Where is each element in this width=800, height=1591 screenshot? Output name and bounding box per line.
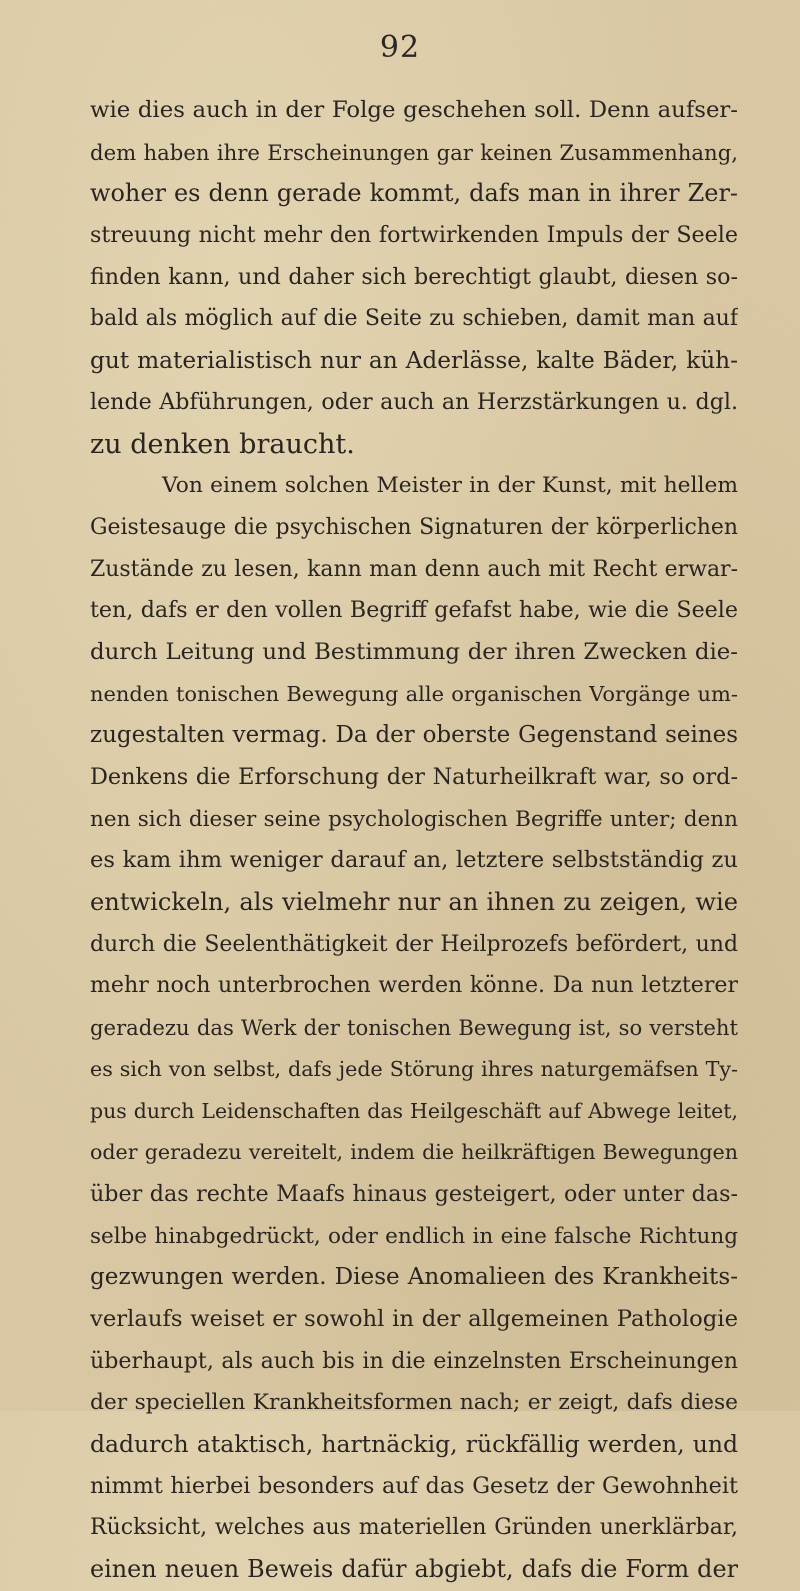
- text-line: gut materialistisch nur an Aderlässe, kalte Bäder, küh-: [90, 347, 738, 375]
- text-line: dem haben ihre Erscheinungen gar keinen Zusammenhang,: [90, 139, 738, 165]
- text-line: durch die Seelenthätigkeit der Heilprozefs befördert, und: [90, 931, 738, 957]
- text-line: dadurch ataktisch, hartnäckig, rückfällig werden, und: [90, 1430, 738, 1458]
- text-line: wie dies auch in der Folge geschehen soll. Denn aufser-: [90, 97, 738, 123]
- text-line: durch Leitung und Bestimmung der ihren Zwecken die-: [90, 638, 738, 665]
- text-line: der speciellen Krankheitsformen nach; er zeigt, dafs diese: [90, 1390, 738, 1416]
- text-line: mehr noch unterbrochen werden könne. Da nun letzterer: [90, 972, 738, 999]
- text-line: Zustände zu lesen, kann man denn auch mit Recht erwar-: [90, 556, 738, 582]
- text-line: nimmt hierbei besonders auf das Gesetz der Gewohnheit: [90, 1472, 738, 1499]
- text-line: zugestalten vermag. Da der oberste Gegenstand seines: [90, 722, 738, 749]
- text-line: überhaupt, als auch bis in die einzelnsten Erscheinungen: [90, 1347, 738, 1374]
- text-line: bald als möglich auf die Seite zu schieben, damit man auf: [90, 306, 738, 332]
- text-line: lende Abführungen, oder auch an Herzstärkungen u. dgl.: [90, 388, 738, 415]
- page-number: 92: [379, 30, 421, 65]
- text-line: es kam ihm weniger darauf an, letztere selbstständig zu: [90, 847, 738, 874]
- text-line: gezwungen werden. Diese Anomalieen des Krankheits-: [90, 1264, 738, 1291]
- text-line: nenden tonischen Bewegung alle organischen Vorgänge um-: [90, 681, 738, 706]
- text-line: über das rechte Maafs hinaus gesteigert, oder unter das-: [90, 1180, 738, 1207]
- text-line: nen sich dieser seine psychologischen Begriffe unter; denn: [90, 806, 738, 832]
- text-line: woher es denn gerade kommt, dafs man in ihrer Zer-: [90, 179, 738, 208]
- text-line: einen neuen Beweis dafür abgiebt, dafs die Form der: [90, 1555, 738, 1584]
- text-line: selbe hinabgedrückt, oder endlich in eine falsche Richtung: [90, 1223, 738, 1249]
- text-line: verlaufs weiset er sowohl in der allgemeinen Pathologie: [90, 1305, 738, 1332]
- text-line: Geistesauge die psychischen Signaturen der körperlichen: [90, 514, 738, 540]
- text-line: streuung nicht mehr den fortwirkenden Impuls der Seele: [90, 222, 738, 249]
- paragraph-first-line: Von einem solchen Meister in der Kunst, mit hellem: [162, 473, 738, 499]
- text-line: geradezu das Werk der tonischen Bewegung ist, so versteht: [90, 1015, 738, 1041]
- text-line: oder geradezu vereitelt, indem die heilkräftigen Bewegungen: [90, 1140, 738, 1165]
- text-line: pus durch Leidenschaften das Heilgeschäft auf Abwege leitet,: [90, 1098, 738, 1123]
- text-line: Rücksicht, welches aus materiellen Gründen unerklärbar,: [90, 1515, 738, 1541]
- text-line: ten, dafs er den vollen Begriff gefafst habe, wie die Seele: [90, 597, 738, 624]
- text-line: Denkens die Erforschung der Naturheilkraft war, so ord-: [90, 764, 738, 790]
- text-line: es sich von selbst, dafs jede Störung ihres naturgemäfsen Ty-: [90, 1056, 738, 1081]
- text-line: finden kann, und daher sich berechtigt glaubt, diesen so-: [90, 263, 738, 290]
- text-line: entwickeln, als vielmehr nur an ihnen zu zeigen, wie: [90, 888, 738, 917]
- text-line: zu denken braucht.: [90, 428, 355, 460]
- body-text: [90, 90, 738, 1591]
